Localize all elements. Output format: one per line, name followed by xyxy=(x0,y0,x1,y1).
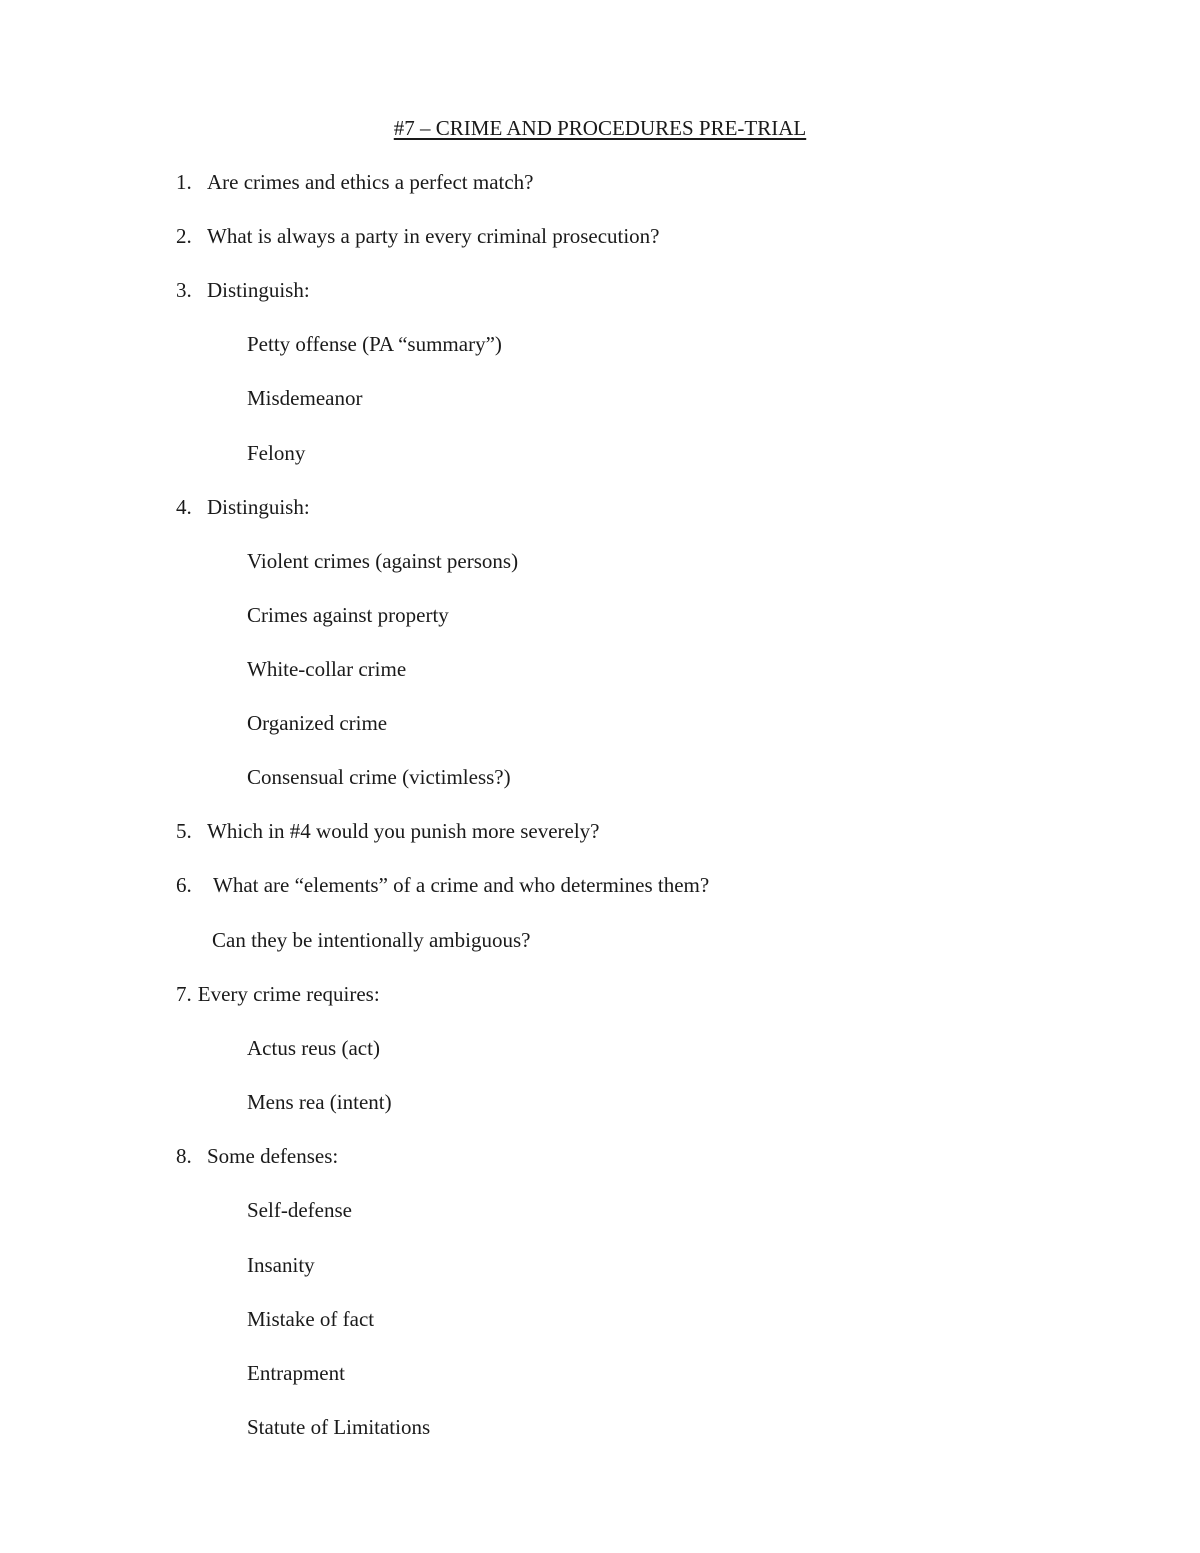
question-3-number: 3. xyxy=(176,278,192,302)
question-8-subitem: Mistake of fact xyxy=(247,1307,375,1331)
document-title: #7 – CRIME AND PROCEDURES PRE-TRIAL xyxy=(393,116,807,140)
question-3-subitem: Misdemeanor xyxy=(247,386,363,410)
question-1 xyxy=(176,167,534,197)
question-7-number: 7. xyxy=(176,982,192,1006)
question-8-number: 8. xyxy=(176,1144,192,1168)
question-8-text: Some defenses: xyxy=(207,1144,339,1168)
question-4-number: 4. xyxy=(176,495,192,519)
question-3-subitem: Felony xyxy=(247,441,306,465)
question-5-number: 5. xyxy=(176,819,192,843)
question-5-text: Which in #4 would you punish more severely? xyxy=(207,819,600,843)
question-4-subitem: White-collar crime xyxy=(247,657,407,681)
question-8-subitem: Statute of Limitations xyxy=(247,1415,431,1439)
question-8-subitem: Entrapment xyxy=(247,1361,345,1385)
question-4-subitem: Consensual crime (victimless?) xyxy=(247,765,511,789)
question-8-subitem: Self-defense xyxy=(247,1198,352,1222)
question-2-text: What is always a party in every criminal prosecution? xyxy=(207,224,660,248)
question-3-subitem: Petty offense (PA “summary”) xyxy=(247,332,502,356)
question-7 xyxy=(176,979,380,1009)
question-7-subitem: Mens rea (intent) xyxy=(247,1090,392,1114)
question-3 xyxy=(176,275,310,305)
question-1-number: 1. xyxy=(176,170,192,194)
question-8-subitem: Insanity xyxy=(247,1253,315,1277)
question-8 xyxy=(176,1141,338,1171)
question-4-subitem: Organized crime xyxy=(247,711,388,735)
question-2-number: 2. xyxy=(176,224,192,248)
question-4-text: Distinguish: xyxy=(207,495,310,519)
question-3-text: Distinguish: xyxy=(207,278,310,302)
question-2 xyxy=(176,221,660,251)
question-6 xyxy=(176,870,709,900)
question-7-text: Every crime requires: xyxy=(197,982,380,1006)
question-4-subitem: Violent crimes (against persons) xyxy=(247,549,519,573)
question-7-subitem: Actus reus (act) xyxy=(247,1036,380,1060)
question-4 xyxy=(176,492,310,522)
question-6-continuation: Can they be intentionally ambiguous? xyxy=(212,928,531,952)
question-6-text: What are “elements” of a crime and who determines them? xyxy=(213,873,710,897)
question-4-subitem: Crimes against property xyxy=(247,603,449,627)
question-1-text: Are crimes and ethics a perfect match? xyxy=(207,170,534,194)
question-6-number: 6. xyxy=(176,873,192,897)
question-5 xyxy=(176,816,600,846)
